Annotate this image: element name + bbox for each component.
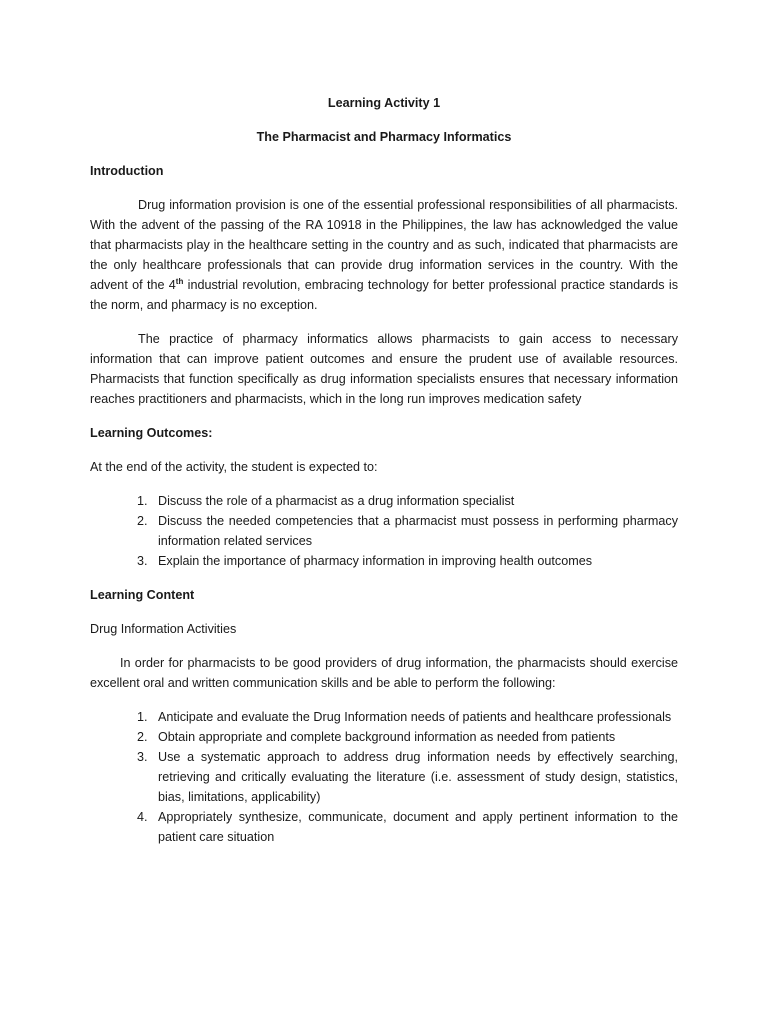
list-item [90,747,678,807]
list-item-text: Discuss the needed competencies that a pharmacist must possess in performing pharmacy information related services [158,514,678,548]
list-item-number: 2. [137,730,148,744]
introduction-heading: Introduction [90,164,164,178]
ordinal-superscript: th [175,276,184,286]
document-content [90,93,678,861]
list-item-number: 3. [137,554,148,568]
list-item [90,807,678,847]
list-item [90,727,678,747]
list-item [90,511,678,551]
intro-text-part-2: industrial revolution, embracing technology for better professional practice standards is the norm, and pharmacy is no exception. [90,278,679,312]
drug-information-activities-list [90,707,678,847]
list-item-text: Appropriately synthesize, communicate, document and apply pertinent information to the patient care situation [158,810,678,844]
document-subtitle: The Pharmacist and Pharmacy Informatics [256,130,512,144]
learning-content-subheading: Drug Information Activities [90,622,237,636]
list-item-number: 1. [137,710,148,724]
list-item-number: 1. [137,494,148,508]
learning-outcomes-heading: Learning Outcomes: [90,426,213,440]
list-item-text: Anticipate and evaluate the Drug Information needs of patients and healthcare professionals [158,710,672,724]
learning-outcomes-intro: At the end of the activity, the student is expected to: [90,460,378,474]
list-item-number: 2. [137,514,148,528]
list-item [90,707,678,727]
list-item-text: Obtain appropriate and complete background information as needed from patients [158,730,616,744]
learning-content-heading: Learning Content [90,588,195,602]
learning-content-paragraph: In order for pharmacists to be good providers of drug information, the pharmacists should exercise excellent oral and written communication skills and be able to perform the following: [90,656,678,690]
introduction-paragraph-1 [90,195,678,315]
list-item-text: Explain the importance of pharmacy information in improving health outcomes [158,554,593,568]
list-item-text: Discuss the role of a pharmacist as a drug information specialist [158,494,515,508]
list-item-number: 4. [137,810,148,824]
list-item [90,491,678,511]
intro-text-part-1: Drug information provision is one of the essential professional responsibilities of all pharmacists. With the advent of the passing of the RA 10918 in the Philippines, the law has acknowledged the value that pharmacists play in the healthcare setting in the country and as such, indicated that pharmacists are the only healthcare professionals that can provide drug information services in the country. With the advent of the 4 [90,198,678,292]
learning-outcomes-list [90,491,678,571]
list-item [90,551,678,571]
document-title: Learning Activity 1 [327,96,441,110]
introduction-paragraph-2: The practice of pharmacy informatics allows pharmacists to gain access to necessary information that can improve patient outcomes and ensure the prudent use of available resources. Pharmacists that function specifically as drug information specialists ensures that necessary information reaches practitioners and pharmacists, which in the long run improves medication safety [90,332,678,406]
list-item-text: Use a systematic approach to address drug information needs by effectively searching, retrieving and critically evaluating the literature (i.e. assessment of study design, statistics, bias, limitations, applicability) [158,750,678,804]
list-item-number: 3. [137,750,148,764]
